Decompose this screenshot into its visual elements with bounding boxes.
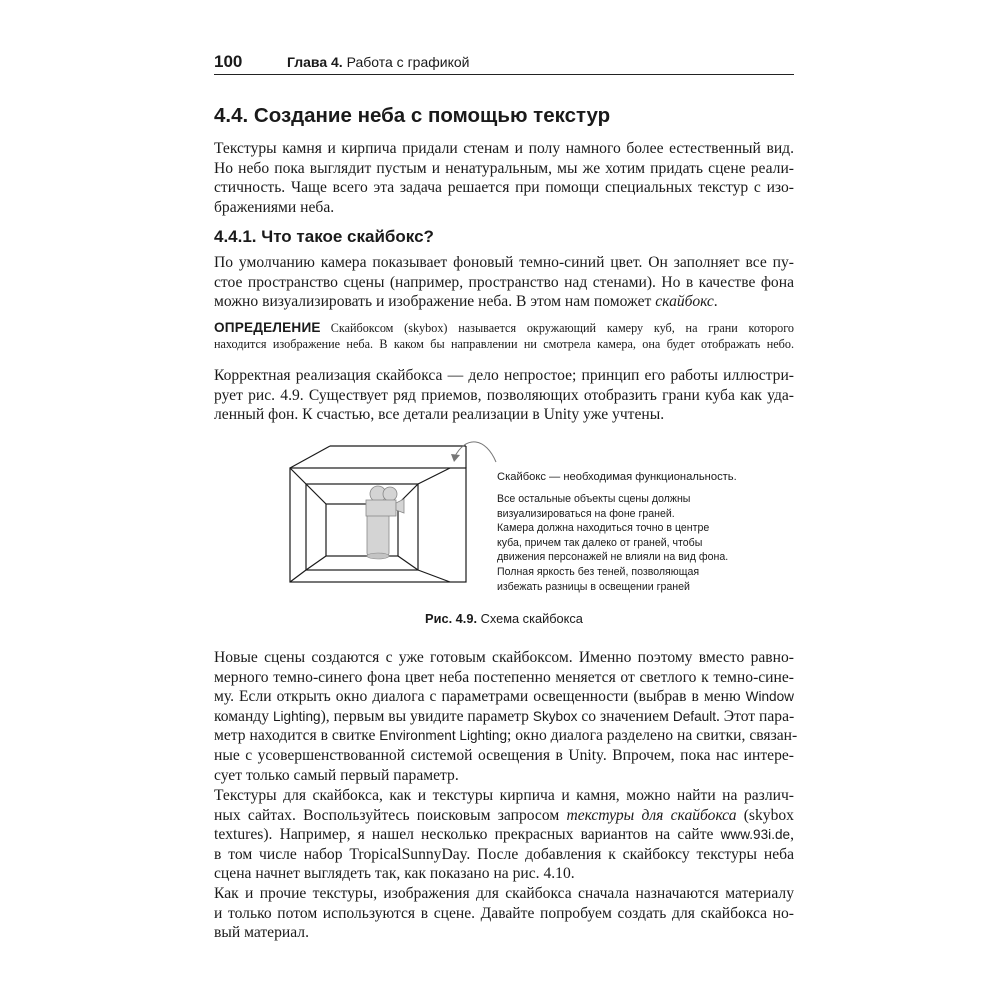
text-segment: му. Если открыть окно диалога с параметрами освещенности (выбрав в меню (214, 688, 746, 706)
text-segment: textures). Например, я нашел несколько прекрасных вариантов на сайте (214, 826, 721, 844)
new-scenes-paragraph (214, 648, 798, 785)
text-line: Но небо пока выглядит пустым и ненатуральным, мы же хотим придать сцене реали- (214, 159, 794, 177)
definition-text: Скайбоксом (skybox) называется окружающий камеру куб, на грани которого (330, 321, 794, 335)
intro-paragraph (214, 139, 794, 217)
note-line: куба, причем так далеко от граней, чтобы (497, 536, 703, 549)
text-line: ные с усовершенствованной системой освещения в Unity. Впрочем, пока нас интере- (214, 746, 794, 764)
text-line: мерного темно-синего фона цвет неба постепенно меняется от светлого к темно-сине- (214, 668, 794, 686)
text-segment: со значением (577, 707, 673, 725)
text-line: Текстуры камня и кирпича придали стенам и полу намного более естественный вид. (214, 140, 794, 157)
ui-term-default: Default (672, 708, 716, 724)
perspective-edge (418, 468, 450, 484)
text-line (214, 707, 794, 727)
perspective-edge (418, 570, 450, 582)
text-line: рует рис. 4.9. Существует ряд приемов, позволяющих отобразить грани куба как уда- (214, 386, 794, 404)
arrow-head (451, 454, 460, 462)
text-segment: . (713, 293, 718, 311)
text-segment: метр находится в свитке (214, 727, 380, 745)
text-line: По умолчанию камера показывает фоновый темно-синий цвет. Он заполняет все пу- (214, 254, 794, 271)
ui-term-environment-lighting: Environment Lighting (379, 728, 508, 744)
text-line (214, 825, 794, 845)
header-rule (214, 74, 794, 75)
text-line (214, 726, 798, 746)
inner-frame (306, 484, 418, 570)
callout-arrow (454, 442, 496, 462)
section-heading: 4.4. Создание неба с помощью текстур (214, 104, 611, 127)
text-segment: . Этот пара- (716, 707, 795, 725)
chapter-title (287, 54, 469, 70)
text-segment: команду (214, 707, 273, 725)
text-segment: ных сайтах. Воспользуйтесь поисковым запросом (214, 806, 567, 824)
caption-text: Схема скайбокса (480, 611, 583, 626)
subsection-heading: 4.4.1. Что такое скайбокс? (214, 227, 434, 246)
textures-paragraph (214, 786, 794, 884)
text-line: Новые сцены создаются с уже готовым скайбоксом. Именно поэтому вместо равно- (214, 649, 794, 666)
text-segment: ; окно диалога разделено на свитки, связан- (507, 727, 798, 745)
text-line: и только потом используются в сцене. Давайте попробуем создать для скайбокса но- (214, 904, 794, 922)
text-line: сцена начнет выглядеть так, как показано на рис. 4.10. (214, 865, 575, 883)
text-line (214, 806, 794, 826)
skybox-term: скайбокс (655, 293, 714, 311)
text-segment: ), первым вы увидите параметр (320, 707, 533, 725)
text-line (214, 292, 794, 312)
cube-edge (290, 446, 330, 468)
text-line: вый материал. (214, 924, 309, 942)
perspective-edge (306, 484, 326, 504)
text-line (214, 687, 794, 707)
text-line: сует только самый первый параметр. (214, 766, 459, 784)
text-line: Корректная реализация скайбокса — дело непростое; принцип его работы иллюстри- (214, 367, 794, 384)
text-line: Как и прочие текстуры, изображения для скайбокса сначала назначаются материалу (214, 885, 794, 902)
chapter-label: Глава 4. (287, 54, 343, 70)
text-segment: можно визуализировать и изображение неба. В этом нам поможет (214, 293, 656, 311)
note-line: Полная яркость без теней, позволяющая (497, 565, 700, 578)
text-line: ленный фон. К счастью, все детали реализации в Unity уже учтены. (214, 406, 665, 424)
website-url: www.93i.de (720, 827, 791, 843)
figure-notes (497, 492, 728, 594)
note-line: движения персонажей не влияли на вид фона. (497, 551, 729, 564)
running-head (214, 52, 794, 74)
ui-term-skybox: Skybox (532, 708, 578, 724)
definition-box (214, 319, 794, 353)
caption-label: Рис. 4.9. (425, 611, 478, 626)
note-line: Все остальные объекты сцены должны (497, 493, 691, 505)
ui-term-window: Window (745, 689, 794, 705)
text-line: стичность. Чаще всего эта задача решается при помощи специальных текстур с изо- (214, 179, 794, 197)
search-query: текстуры для скайбокса (566, 806, 737, 824)
ui-term-lighting: Lighting (272, 708, 321, 724)
text-line: Текстуры для скайбокса, как и текстуры кирпича и камня, можно найти на различ- (214, 787, 794, 804)
figure-skybox (214, 440, 794, 600)
note-line: Камера должна находиться точно в центре (497, 522, 710, 535)
page-number: 100 (214, 52, 243, 71)
figure-caption (214, 611, 794, 626)
text-line: в том числе набор TropicalSunnyDay. После добавления к скайбоксу текстуры неба (214, 845, 794, 863)
chapter-name: Работа с графикой (346, 54, 470, 70)
skybox-paragraph (214, 253, 794, 312)
perspective-edge (290, 570, 306, 582)
figure-title: Скайбокс — необходимая функциональность. (497, 471, 737, 483)
definition-label: ОПРЕДЕЛЕНИЕ (214, 320, 321, 335)
text-line: бражениями неба. (214, 198, 335, 216)
text-segment: (skybox (736, 806, 794, 824)
note-line: визуализироваться на фоне граней. (497, 507, 675, 520)
note-line: избежать разницы в освещении граней (497, 580, 690, 593)
text-segment: , (790, 826, 794, 844)
implementation-paragraph (214, 366, 794, 425)
text-line: стое пространство сцены (например, пространство над стенами). Но в качестве фона (214, 273, 794, 291)
perspective-edge (306, 556, 326, 570)
definition-line (214, 319, 794, 336)
perspective-edge (290, 468, 306, 484)
material-paragraph (214, 884, 794, 943)
definition-line: находится изображение неба. В каком бы направлении ни смотрела камера, она будет отображать небо. (214, 337, 794, 351)
perspective-edge (398, 556, 418, 570)
